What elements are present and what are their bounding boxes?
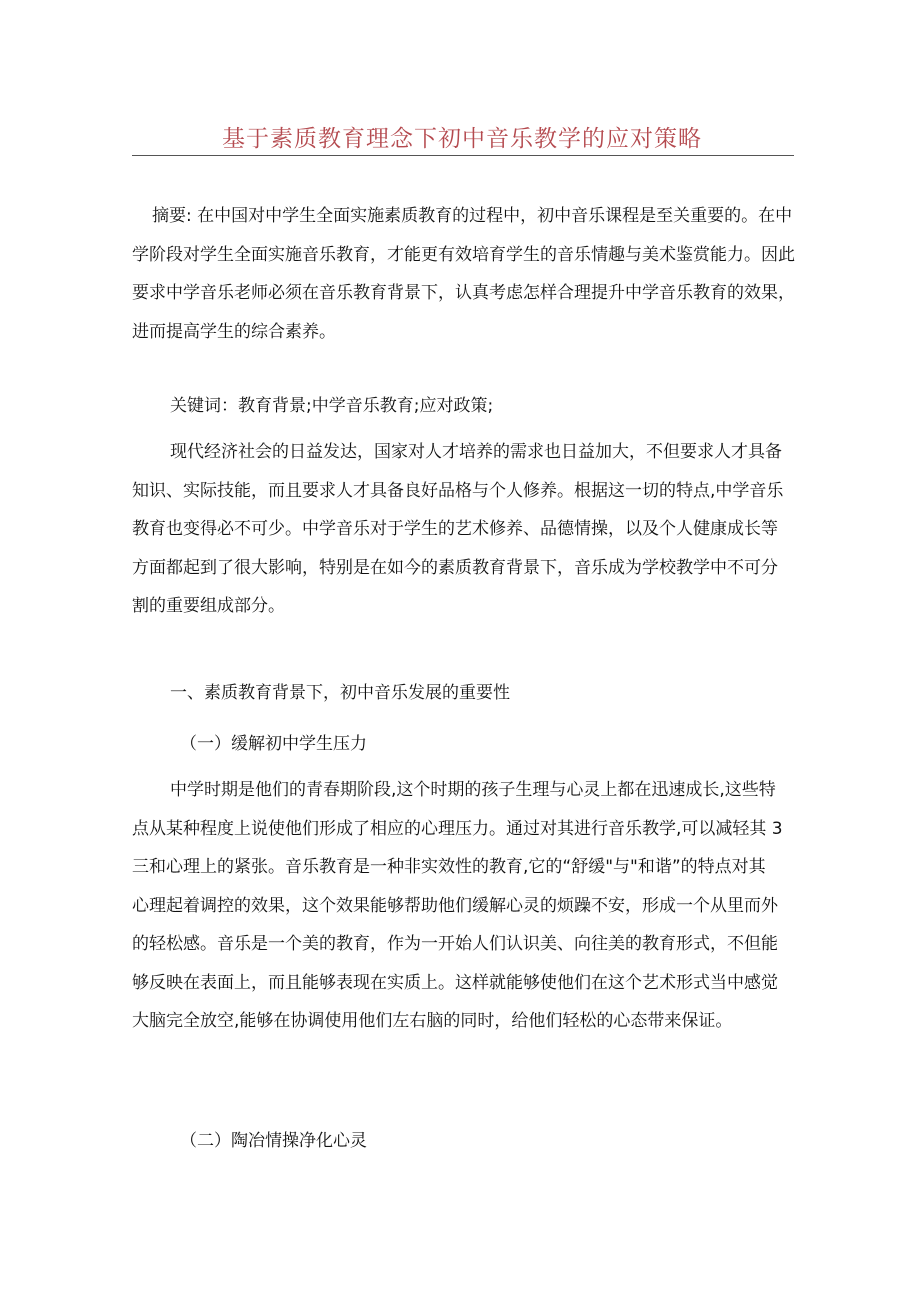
intro-line: 割的重要组成部分。 bbox=[132, 596, 285, 616]
keywords-paragraph bbox=[132, 387, 800, 426]
body-line: 的轻松感。音乐是一个美的教育，作为一开始人们认识美、向往美的教育形式，不但能 bbox=[132, 934, 778, 954]
subsection-heading-2 bbox=[132, 1122, 800, 1161]
keywords-line: 关键词：教育背景;中学音乐教育;应对政策; bbox=[170, 396, 494, 416]
intro-line: 教育也变得必不可少。中学音乐对于学生的艺术修养、品德情操，以及个人健康成长等 bbox=[132, 519, 778, 539]
abstract-line: 摘要: 在中国对中学生全面实施素质教育的过程中，初中音乐课程是至关重要的。在中 bbox=[152, 206, 793, 226]
body-line: 中学时期是他们的青春期阶段,这个时期的孩子生理与心灵上都在迅速成长,这些特 bbox=[170, 780, 776, 800]
body-line: 三和心理上的紧张。音乐教育是一种非实效性的教育,它的“舒缓"与"和谐”的特点对其 bbox=[132, 857, 766, 877]
section-heading-text: 一、素质教育背景下，初中音乐发展的重要性 bbox=[170, 683, 510, 703]
subsection-heading-1 bbox=[132, 725, 800, 764]
abstract-line: 进而提高学生的综合素养。 bbox=[132, 321, 336, 342]
title-underline bbox=[132, 155, 794, 156]
intro-line: 现代经济社会的日益发达，国家对人才培养的需求也日益加大，不但要求人才具备 bbox=[170, 442, 782, 462]
body-line: 点从某种程度上说使他们形成了相应的心理压力。通过对其进行音乐教学,可以减轻其 3 bbox=[132, 818, 783, 839]
abstract-paragraph bbox=[132, 197, 800, 351]
body-line: 大脑完全放空,能够在协调使用他们左右脑的同时，给他们轻松的心态带来保证。 bbox=[132, 1011, 733, 1031]
abstract-line: 要求中学音乐老师必须在音乐教育背景下，认真考虑怎样合理提升中学音乐教育的效果， bbox=[132, 283, 795, 303]
body-line: 够反映在表面上，而且能够表现在实质上。这样就能够使他们在这个艺术形式当中感觉 bbox=[132, 972, 778, 993]
body-line: 心理起着调控的效果，这个效果能够帮助他们缓解心灵的烦躁不安，形成一个从里而外 bbox=[132, 895, 778, 916]
subsection-heading-text: （二）陶冶情操净化心灵 bbox=[180, 1131, 367, 1151]
intro-line: 知识、实际技能，而且要求人才具备良好品格与个人修养。根据这一切的特点,中学音乐 bbox=[132, 480, 784, 501]
subsection-1-paragraph bbox=[132, 771, 800, 1041]
intro-paragraph bbox=[132, 433, 800, 626]
abstract-line: 学阶段对学生全面实施音乐教育，才能更有效培育学生的音乐情趣与美术鉴赏能力。因此 bbox=[132, 244, 795, 265]
subsection-heading-text: （一）缓解初中学生压力 bbox=[180, 734, 367, 754]
section-heading-1 bbox=[132, 674, 800, 713]
intro-line: 方面都起到了很大影响，特别是在如今的素质教育背景下，音乐成为学校教学中不可分 bbox=[132, 557, 778, 578]
document-title: 基于素质教育理念下初中音乐教学的应对策略 bbox=[222, 126, 702, 152]
